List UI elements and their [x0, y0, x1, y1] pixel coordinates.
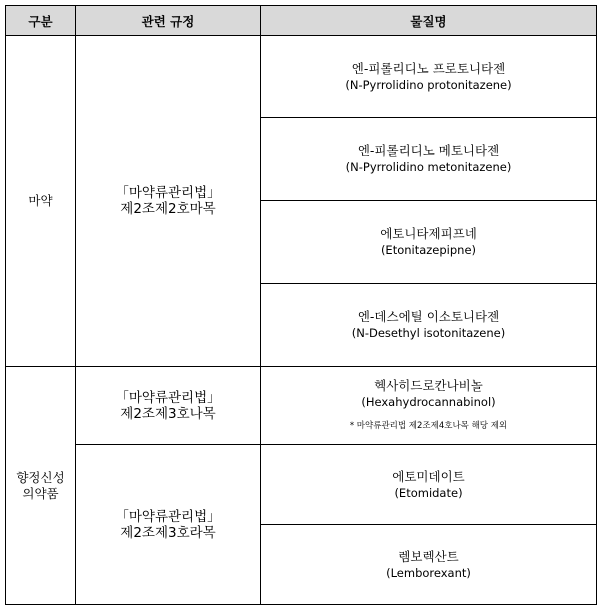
regulation-article: 제2조제3호라목: [120, 524, 216, 541]
regulation-law-name: 「마약류관리법」: [115, 508, 221, 525]
regulation-cell: [76, 36, 261, 367]
regulation-article: 제2조제3호나목: [120, 405, 216, 422]
regulation-cell: [76, 445, 261, 605]
category-label-line2: 의약품: [22, 485, 59, 501]
substance-name-ko: 에토니타제피프네: [380, 226, 477, 241]
substance-cell: [261, 36, 597, 118]
table-row: [6, 445, 597, 525]
category-label-line1: 향정신성: [16, 469, 65, 485]
substance-note: * 마약류관리법 제2조제4호나목 해당 제외: [349, 420, 508, 431]
header-regulation: 관련 규정: [76, 6, 261, 36]
substance-cell: [261, 445, 597, 525]
substance-name-en: (Etonitazepipne): [380, 243, 477, 257]
regulation-law-name: 「마약류관리법」: [115, 185, 221, 201]
controlled-substances-table: [5, 5, 597, 605]
table-row: [6, 36, 597, 118]
regulation-law-name: 「마약류관리법」: [115, 389, 221, 406]
substance-name-en: (Lemborexant): [386, 565, 471, 580]
substance-name-ko: 헥사히드로칸나비놀: [374, 377, 483, 393]
substance-name-en: (Etomidate): [394, 485, 463, 500]
substance-name-ko: 엔-데스에틸 이소토니타젠: [357, 309, 500, 324]
substance-cell: [261, 118, 597, 201]
substance-name-ko: 렘보렉산트: [398, 548, 459, 564]
substance-name-ko: 에토미데이트: [392, 468, 465, 484]
table-row: [6, 367, 597, 445]
header-substance: 물질명: [261, 6, 597, 36]
category-cell-narcotics: [6, 36, 76, 367]
substance-name-en: (N-Pyrrolidino metonitazene): [345, 160, 512, 174]
substance-table-container: [5, 5, 597, 605]
substance-cell: [261, 367, 597, 445]
substance-name-en: (N-Desethyl isotonitazene): [351, 326, 506, 340]
substance-name-ko: 엔-피롤리디노 메토니타젠: [357, 143, 500, 158]
substance-name-ko: 엔-피롤리디노 프로토니타젠: [351, 60, 506, 76]
header-row: [6, 6, 597, 36]
substance-cell: [261, 284, 597, 367]
regulation-cell: [76, 367, 261, 445]
substance-name-en: (Hexahydrocannabinol): [361, 394, 496, 409]
substance-cell: [261, 201, 597, 284]
category-cell-psychotropic: [6, 367, 76, 605]
category-label: 마약: [28, 193, 53, 208]
substance-cell: [261, 525, 597, 605]
substance-name-en: (N-Pyrrolidino protonitazene): [345, 77, 512, 92]
header-category: 구분: [6, 6, 76, 36]
regulation-article: 제2조제2호마목: [120, 201, 216, 217]
